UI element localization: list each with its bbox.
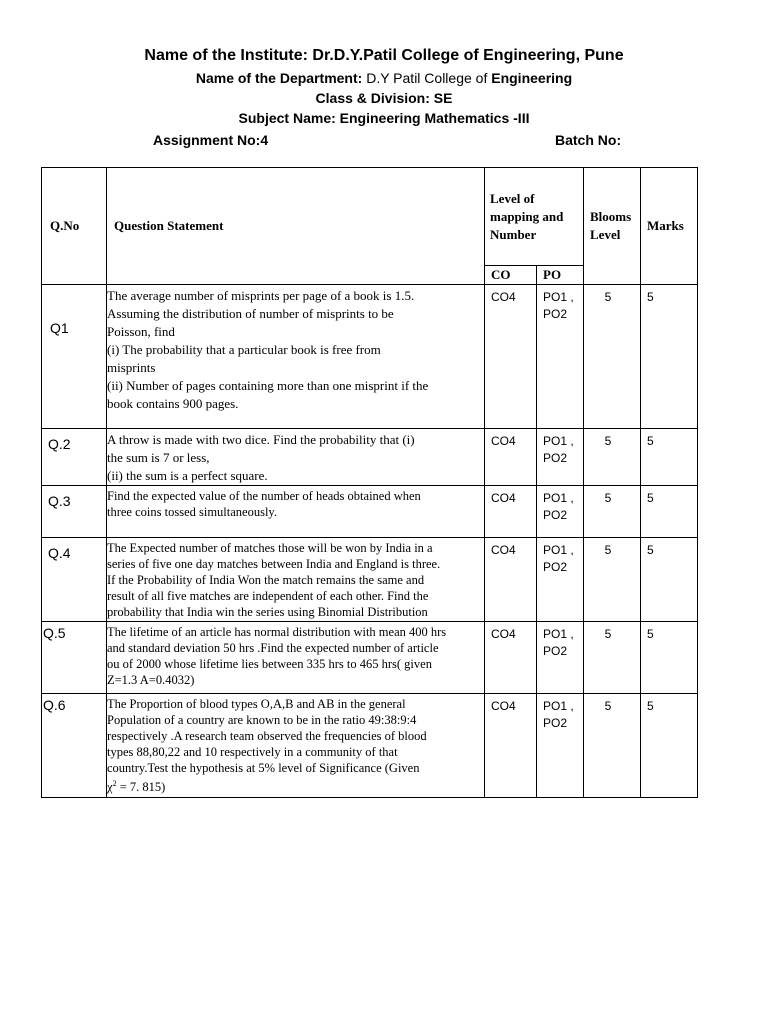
- chi-square-value: [107, 776, 483, 795]
- po-cell: [537, 694, 584, 798]
- batch-number: Batch No:: [555, 132, 622, 148]
- department-prefix: D.Y Patil College of: [366, 70, 492, 86]
- statement-line: The average number of misprints per page of a book is 1.5.: [107, 288, 415, 303]
- statement-line: If the Probability of India Won the match remains the same and: [107, 573, 425, 587]
- marks-cell: 5: [641, 486, 698, 538]
- chi-value: = 7. 815): [116, 780, 166, 795]
- po-line: PO1 ,: [543, 543, 574, 557]
- statement-line: Population of a country are known to be in the ratio 49:38:9:4: [107, 713, 417, 727]
- question-statement: [107, 429, 485, 486]
- co-cell: CO4: [485, 694, 537, 798]
- department-heading: [0, 70, 768, 86]
- blooms-cell: 5: [584, 486, 641, 538]
- table-row: [42, 429, 698, 486]
- po-line: PO2: [543, 451, 568, 465]
- header-po: PO: [537, 266, 584, 285]
- chi-symbol: χ: [107, 780, 113, 795]
- po-line: PO1 ,: [543, 627, 574, 641]
- table-row: [42, 538, 698, 622]
- co-cell: CO4: [485, 429, 537, 486]
- marks-cell: 5: [641, 622, 698, 694]
- statement-line: the sum is 7 or less,: [107, 450, 210, 465]
- question-number: Q.3: [42, 486, 107, 538]
- po-line: PO1 ,: [543, 491, 574, 505]
- statement-line: Assuming the distribution of number of misprints to be: [107, 306, 394, 321]
- statement-line: ou of 2000 whose lifetime lies between 335 hrs to 465 hrs( given: [107, 657, 432, 671]
- department-suffix: Engineering: [491, 70, 573, 86]
- statement-line: misprints: [107, 360, 156, 375]
- statement-line: respectively .A research team observed the frequencies of blood: [107, 729, 427, 743]
- table-row: [42, 622, 698, 694]
- po-cell: [537, 429, 584, 486]
- header-level: Level of mapping and Number: [485, 168, 584, 266]
- question-statement: [107, 285, 485, 429]
- po-cell: [537, 538, 584, 622]
- statement-line: book contains 900 pages.: [107, 396, 239, 411]
- question-statement: [107, 622, 485, 694]
- blooms-cell: 5: [584, 429, 641, 486]
- marks-cell: 5: [641, 285, 698, 429]
- department-label: Name of the Department:: [195, 70, 367, 86]
- marks-cell: 5: [641, 694, 698, 798]
- table-row: [42, 694, 698, 798]
- po-line: PO1 ,: [543, 434, 574, 448]
- statement-line: Z=1.3 A=0.4032): [107, 673, 195, 687]
- table-row: [42, 486, 698, 538]
- assignment-table: [41, 167, 698, 798]
- institute-name: Dr.D.Y.Patil College of Engineering, Pune: [312, 47, 624, 64]
- statement-line: types 88,80,22 and 10 respectively in a community of that: [107, 745, 398, 759]
- statement-line: (ii) the sum is a perfect square.: [107, 468, 268, 483]
- statement-line: The lifetime of an article has normal distribution with mean 400 hrs: [107, 625, 447, 639]
- header-marks: Marks: [641, 168, 698, 285]
- institute-label: Name of the Institute:: [144, 47, 313, 64]
- question-statement: [107, 538, 485, 622]
- po-line: PO1 ,: [543, 699, 574, 713]
- statement-line: three coins tossed simultaneously.: [107, 505, 277, 519]
- blooms-cell: 5: [584, 285, 641, 429]
- statement-line: Poisson, find: [107, 324, 175, 339]
- co-cell: CO4: [485, 486, 537, 538]
- po-cell: [537, 486, 584, 538]
- po-cell: [537, 285, 584, 429]
- po-line: PO2: [543, 644, 568, 658]
- header-co: CO: [485, 266, 537, 285]
- blooms-cell: 5: [584, 694, 641, 798]
- blooms-cell: 5: [584, 622, 641, 694]
- header-qno: Q.No: [42, 168, 107, 285]
- po-line: PO2: [543, 307, 568, 321]
- po-line: PO2: [543, 560, 568, 574]
- assignment-number: Assignment No:4: [153, 132, 269, 148]
- statement-line: (i) The probability that a particular book is free from: [107, 342, 381, 357]
- chi-superscript: 2: [112, 779, 117, 788]
- co-cell: CO4: [485, 538, 537, 622]
- marks-cell: 5: [641, 538, 698, 622]
- po-line: PO1 ,: [543, 290, 574, 304]
- statement-line: and standard deviation 50 hrs .Find the expected number of article: [107, 641, 439, 655]
- header-question: Question Statement: [107, 168, 485, 285]
- statement-line: The Proportion of blood types O,A,B and AB in the general: [107, 697, 406, 711]
- question-number: Q.4: [42, 538, 107, 622]
- question-number: Q.5: [42, 622, 107, 694]
- co-cell: CO4: [485, 285, 537, 429]
- statement-line: (ii) Number of pages containing more than one misprint if the: [107, 378, 429, 393]
- statement-line: The Expected number of matches those will be won by India in a: [107, 541, 433, 555]
- header-blooms: Blooms Level: [584, 168, 641, 285]
- co-cell: CO4: [485, 622, 537, 694]
- statement-line: country.Test the hypothesis at 5% level of Significance (Given: [107, 761, 420, 775]
- question-number: Q.2: [42, 429, 107, 486]
- statement-line: probability that India win the series using Binomial Distribution: [107, 605, 428, 619]
- question-number: Q.6: [42, 694, 107, 798]
- question-statement: [107, 694, 485, 798]
- statement-line: Find the expected value of the number of heads obtained when: [107, 489, 421, 503]
- question-statement: [107, 486, 485, 538]
- class-division: Class & Division: SE: [315, 90, 453, 106]
- po-line: PO2: [543, 508, 568, 522]
- po-line: PO2: [543, 716, 568, 730]
- statement-line: A throw is made with two dice. Find the probability that (i): [107, 432, 415, 447]
- question-number: Q1: [42, 285, 107, 429]
- institute-heading: [0, 47, 768, 65]
- po-cell: [537, 622, 584, 694]
- subject-name: Subject Name: Engineering Mathematics -III: [238, 110, 530, 126]
- marks-cell: 5: [641, 429, 698, 486]
- table-row: [42, 285, 698, 429]
- blooms-cell: 5: [584, 538, 641, 622]
- statement-line: series of five one day matches between India and England is three.: [107, 557, 441, 571]
- statement-line: result of all five matches are independent of each other. Find the: [107, 589, 429, 603]
